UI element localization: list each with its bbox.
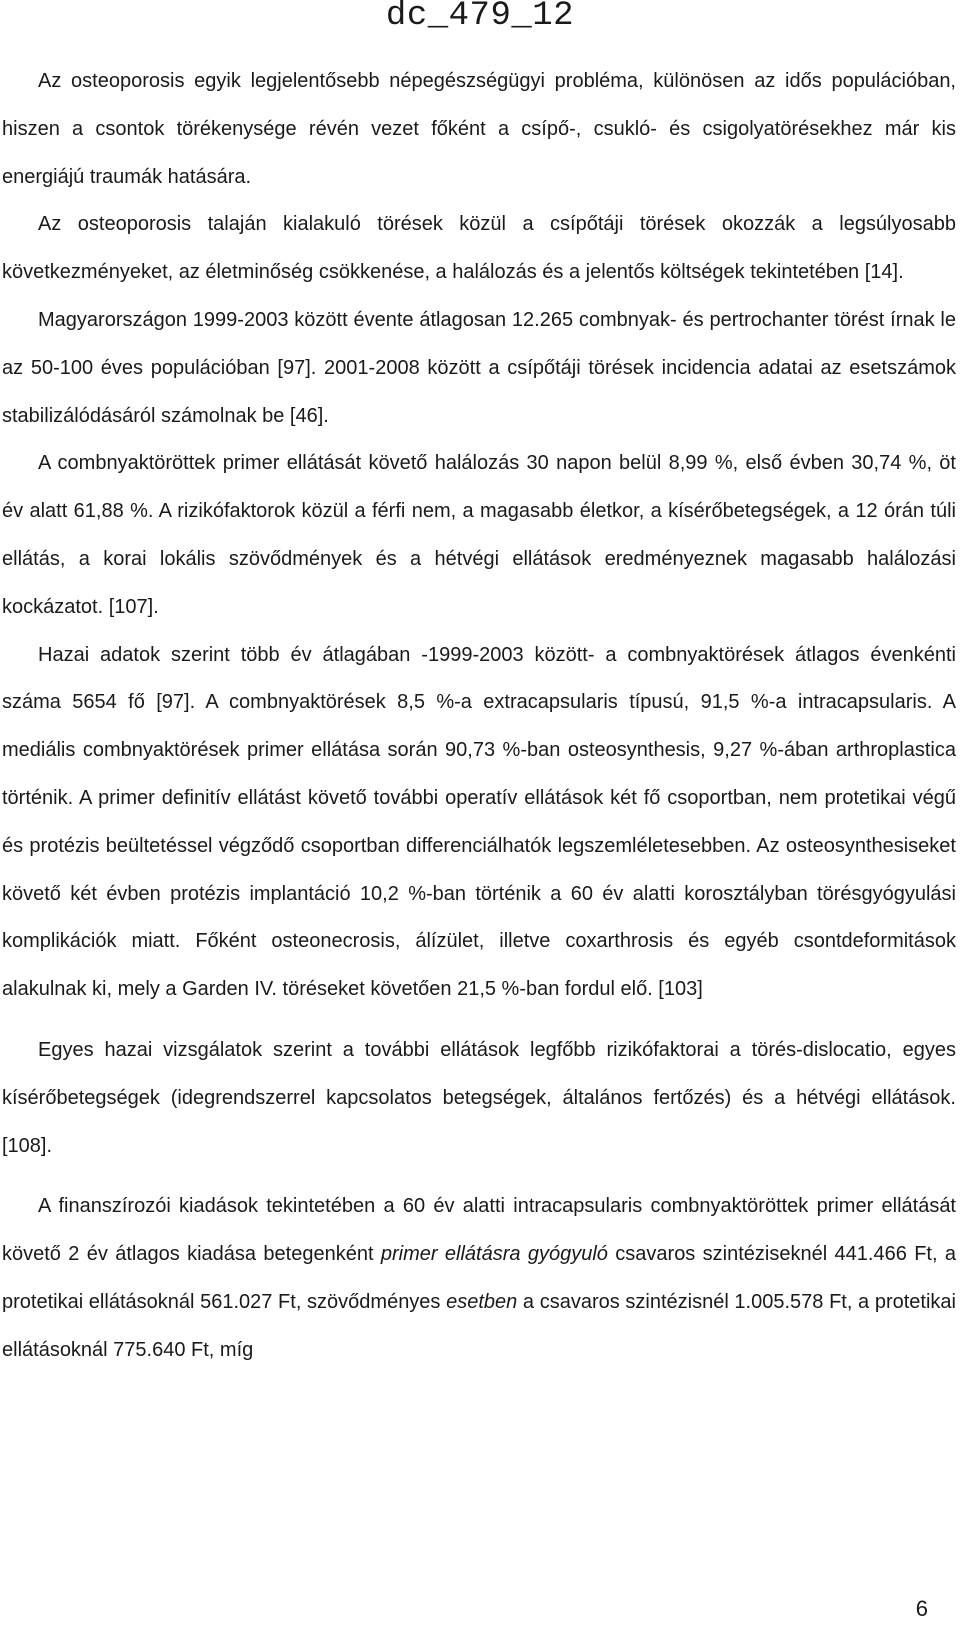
document-body: [2, 58, 956, 1375]
financing-text-part-2: csavaros szintéziseknél 441.466 Ft, a protetikai ellátásoknál 561.027 Ft, szövődményes: [2, 1243, 957, 1313]
paragraph-hungary-incidence: Magyarországon 1999-2003 között évente átlagosan 12.265 combnyak- és pertrochanter törést írnak le az 50-100 éves populációban [97]. 2001-2008 között a csípőtáji törések incidencia adatai az esetszámok stabilizálódásáról számolnak be [46].: [2, 308, 956, 427]
paragraph-risk-factors: Egyes hazai vizsgálatok szerint a további ellátások legfőbb rizikófaktorai a törés-dislocatio, egyes kísérőbetegségek (idegrendszerrel kapcsolatos betegségek, általános fertőzés) és a hétvégi ellátások.[108].: [2, 1038, 956, 1157]
page-number: 6: [915, 1596, 928, 1621]
paragraph-national-data: Hazai adatok szerint több év átlagában -1999-2003 között- a combnyaktörések átlagos évenkénti száma 5654 fő [97]. A combnyaktörések 8,5 %-a extracapsularis típusú, 91,5 %-a intracapsularis. A mediális combnyaktörések primer ellátása során 90,73 %-ban osteosynthesis, 9,27 %-ában arthroplastica történik. A primer definitív ellátást követő további operatív ellátások két fő csoportban, nem protetikai végű és protézis beültetéssel végződő csoportban differenciálhatók legszemléletesebben. Az osteosynthesiseket követő két évben protézis implantáció 10,2 %-ban történik a 60 év alatti korosztályban törésgyógyulási komplikációk miatt. Főként osteonecrosis, álízület, illetve coxarthrosis és egyéb csontdeformitások alakulnak ki, mely a Garden IV. töréseket követően 21,5 %-ban fordul elő. [103]: [2, 643, 956, 1001]
document-id-header: dc_479_12: [385, 0, 575, 35]
financing-text-part-1: A finanszírozói kiadások tekintetében a 60 év alatti intracapsularis combnyaktöröttek primer ellátását követő 2 év átlagos kiadása betegenként: [2, 1195, 956, 1266]
financing-italic-term-2: esetben: [446, 1290, 518, 1313]
financing-italic-term-1: primer ellátásra gyógyuló: [380, 1243, 608, 1266]
paragraph-financing: [2, 1183, 956, 1374]
paragraph-mortality: A combnyaktöröttek primer ellátását követő halálozás 30 napon belül 8,99 %, első évben 30,74 %, öt év alatt 61,88 %. A rizikófaktorok közül a férfi nem, a magasabb életkor, a kísérőbetegségek, a 12 órán túli ellátás, a korai lokális szövődmények és a hétvégi ellátások eredményeznek magasabb halálozási kockázatot. [107].: [2, 452, 956, 618]
paragraph-osteoporosis-intro: Az osteoporosis egyik legjelentősebb népegészségügyi probléma, különösen az idős populációban, hiszen a csontok törékenysége révén vezet főként a csípő-, csukló- és csigolyatörésekhez már kis energiájú traumák hatására.: [2, 70, 956, 188]
paragraph-hip-fractures: Az osteoporosis talaján kialakuló törések közül a csípőtáji törések okozzák a legsúlyosabb következményeket, az életminőség csökkenése, a halálozás és a jelentős költségek tekintetében [14].: [2, 213, 956, 284]
financing-text-part-3: a csavaros szintézisnél 1.005.578 Ft, a protetikai ellátásoknál 775.640 Ft, míg: [2, 1290, 956, 1361]
